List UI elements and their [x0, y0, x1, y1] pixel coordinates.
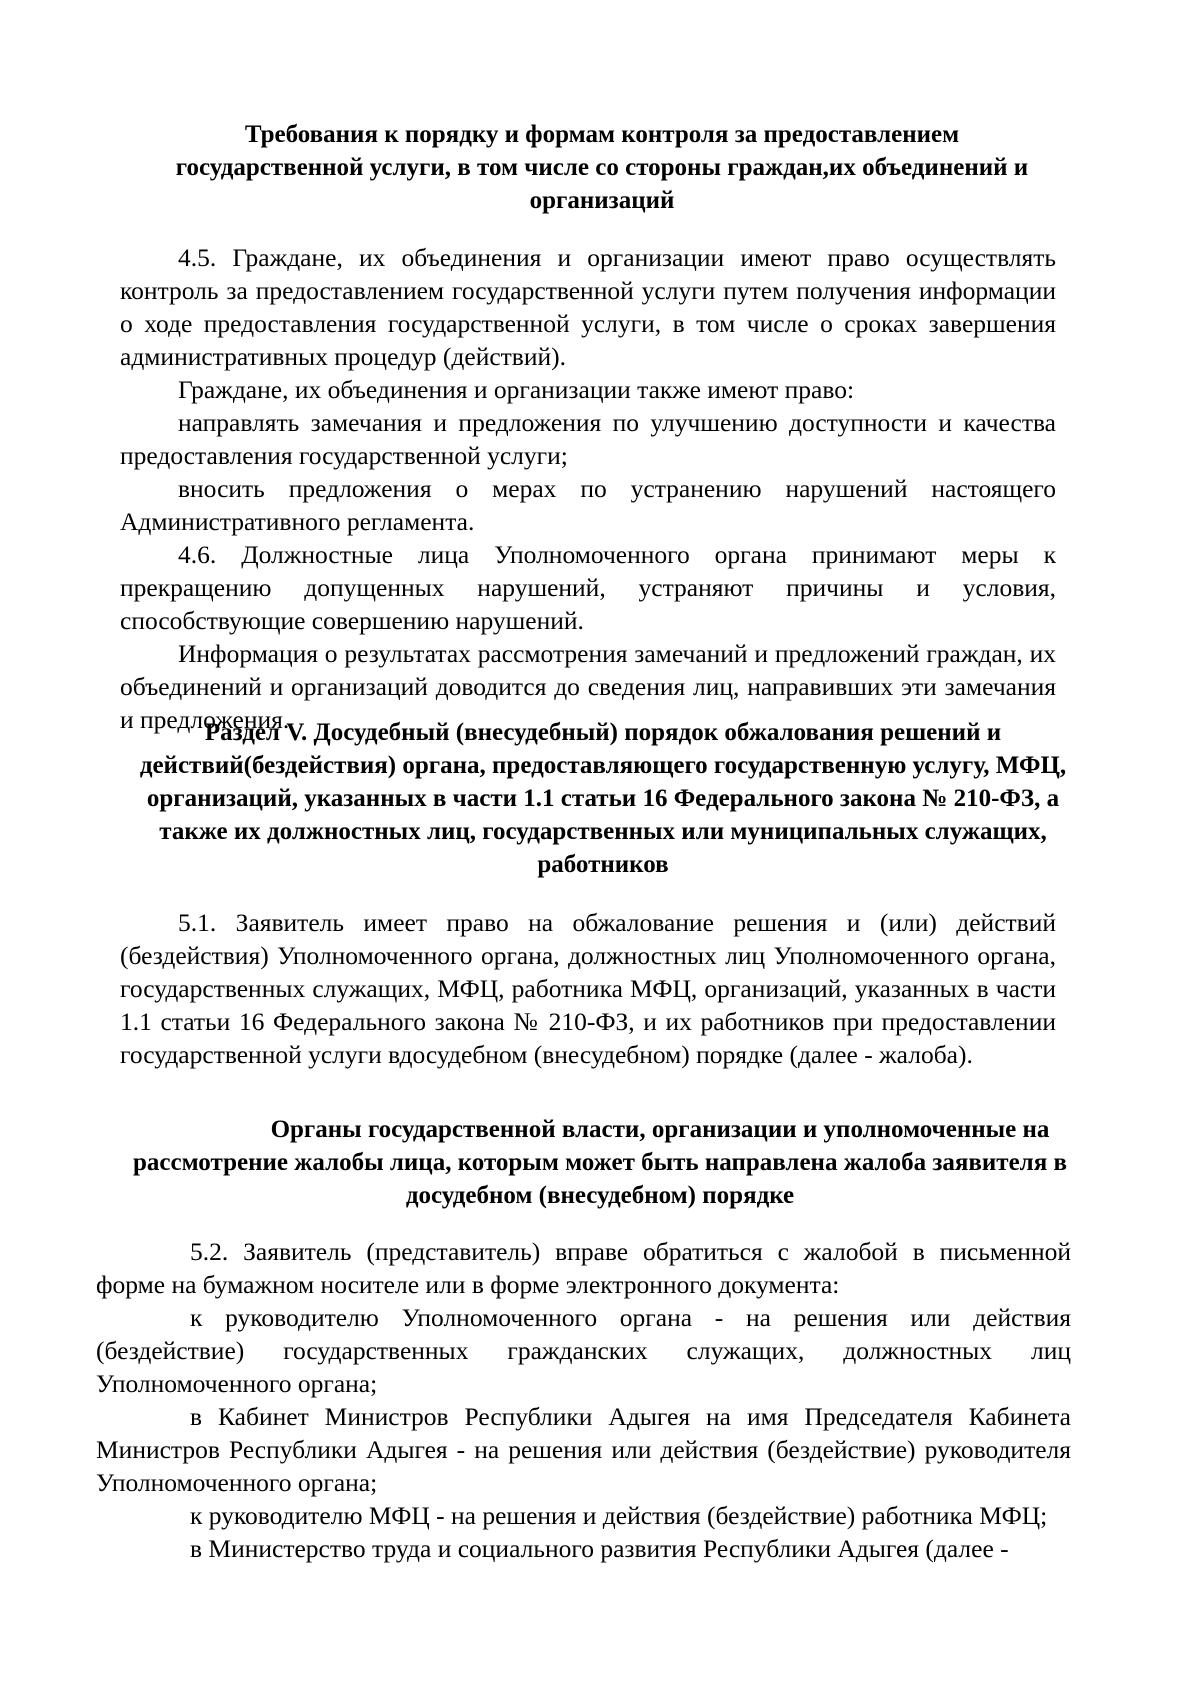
- section4-body: [120, 241, 1056, 736]
- paragraph-4-5: 4.5. Граждане, их объединения и организации имеют право осуществлять контроль за предоставлением государственной услуги путем получения информации о ходе предоставления государственной услуги, в том числе о сроках завершения административных процедур (действий).: [120, 243, 1056, 371]
- paragraph-information: Информация о результатах рассмотрения замечаний и предложений граждан, их объединений и организаций доводится до сведения лиц, направивших эти замечания и предложения.: [120, 639, 1056, 734]
- paragraph-rights: Граждане, их объединения и организации также имеют право:: [178, 375, 855, 404]
- organs-heading: Органы государственной власти, организации и уполномоченные на рассмотрение жалобы лица, которым может быть направлена жалоба заявителя в досудебном (внесудебном) порядке: [133, 1116, 1067, 1209]
- section4-heading: Требования к порядку и формам контроля за предоставлением государственной услуги, в том числе со стороны граждан,их объединений и организаций: [175, 121, 1029, 214]
- paragraph-cabinet: в Кабинет Министров Республики Адыгея на имя Председателя Кабинета Министров Республики Адыгея - на решения или действия (бездействие) руководителя Уполномоченного органа;: [96, 1402, 1071, 1497]
- paragraph-proposals: вносить предложения о мерах по устранению нарушений настоящего Административного регламента.: [120, 474, 1056, 536]
- paragraph-ministry: в Министерство труда и социального развития Республики Адыгея (далее -: [190, 1534, 1009, 1563]
- section5-body: [120, 906, 1056, 1071]
- organs-body: [96, 1235, 1071, 1565]
- paragraph-remarks: направлять замечания и предложения по улучшению доступности и качества предоставления государственной услуги;: [120, 408, 1056, 470]
- paragraph-4-6: 4.6. Должностные лица Уполномоченного органа принимают меры к прекращению допущенных нарушений, устраняют причины и условия, способствующие совершению нарушений.: [120, 540, 1056, 635]
- paragraph-5-1: 5.1. Заявитель имеет право на обжалование решения и (или) действий (бездействия) Уполномоченного органа, должностных лиц Уполномоченного органа, государственных служащих, МФЦ, работника МФЦ, организаций, указанных в части 1.1 статьи 16 Федерального закона № 210-ФЗ, и их работников при предоставлении государственной услуги вдосудебном (внесудебном) порядке (далее - жалоба).: [120, 908, 1056, 1069]
- paragraph-mfc-head: к руководителю МФЦ - на решения и действия (бездействие) работника МФЦ;: [190, 1501, 1048, 1530]
- paragraph-5-2: 5.2. Заявитель (представитель) вправе обратиться с жалобой в письменной форме на бумажном носителе или в форме электронного документа:: [96, 1237, 1071, 1299]
- paragraph-head-of-authority: к руководителю Уполномоченного органа - на решения или действия (бездействие) государственных гражданских служащих, должностных лиц Уполномоченного органа;: [96, 1303, 1071, 1398]
- section5-heading: Раздел V. Досудебный (внесудебный) порядок обжалования решений и действий(бездействия) органа, предоставляющего государственную услугу, МФЦ, организаций, указанных в части 1.1 статьи 16 Федерального закона № 210-ФЗ, а также их должностных лиц, государственных или муниципальных служащих, работников: [139, 719, 1067, 878]
